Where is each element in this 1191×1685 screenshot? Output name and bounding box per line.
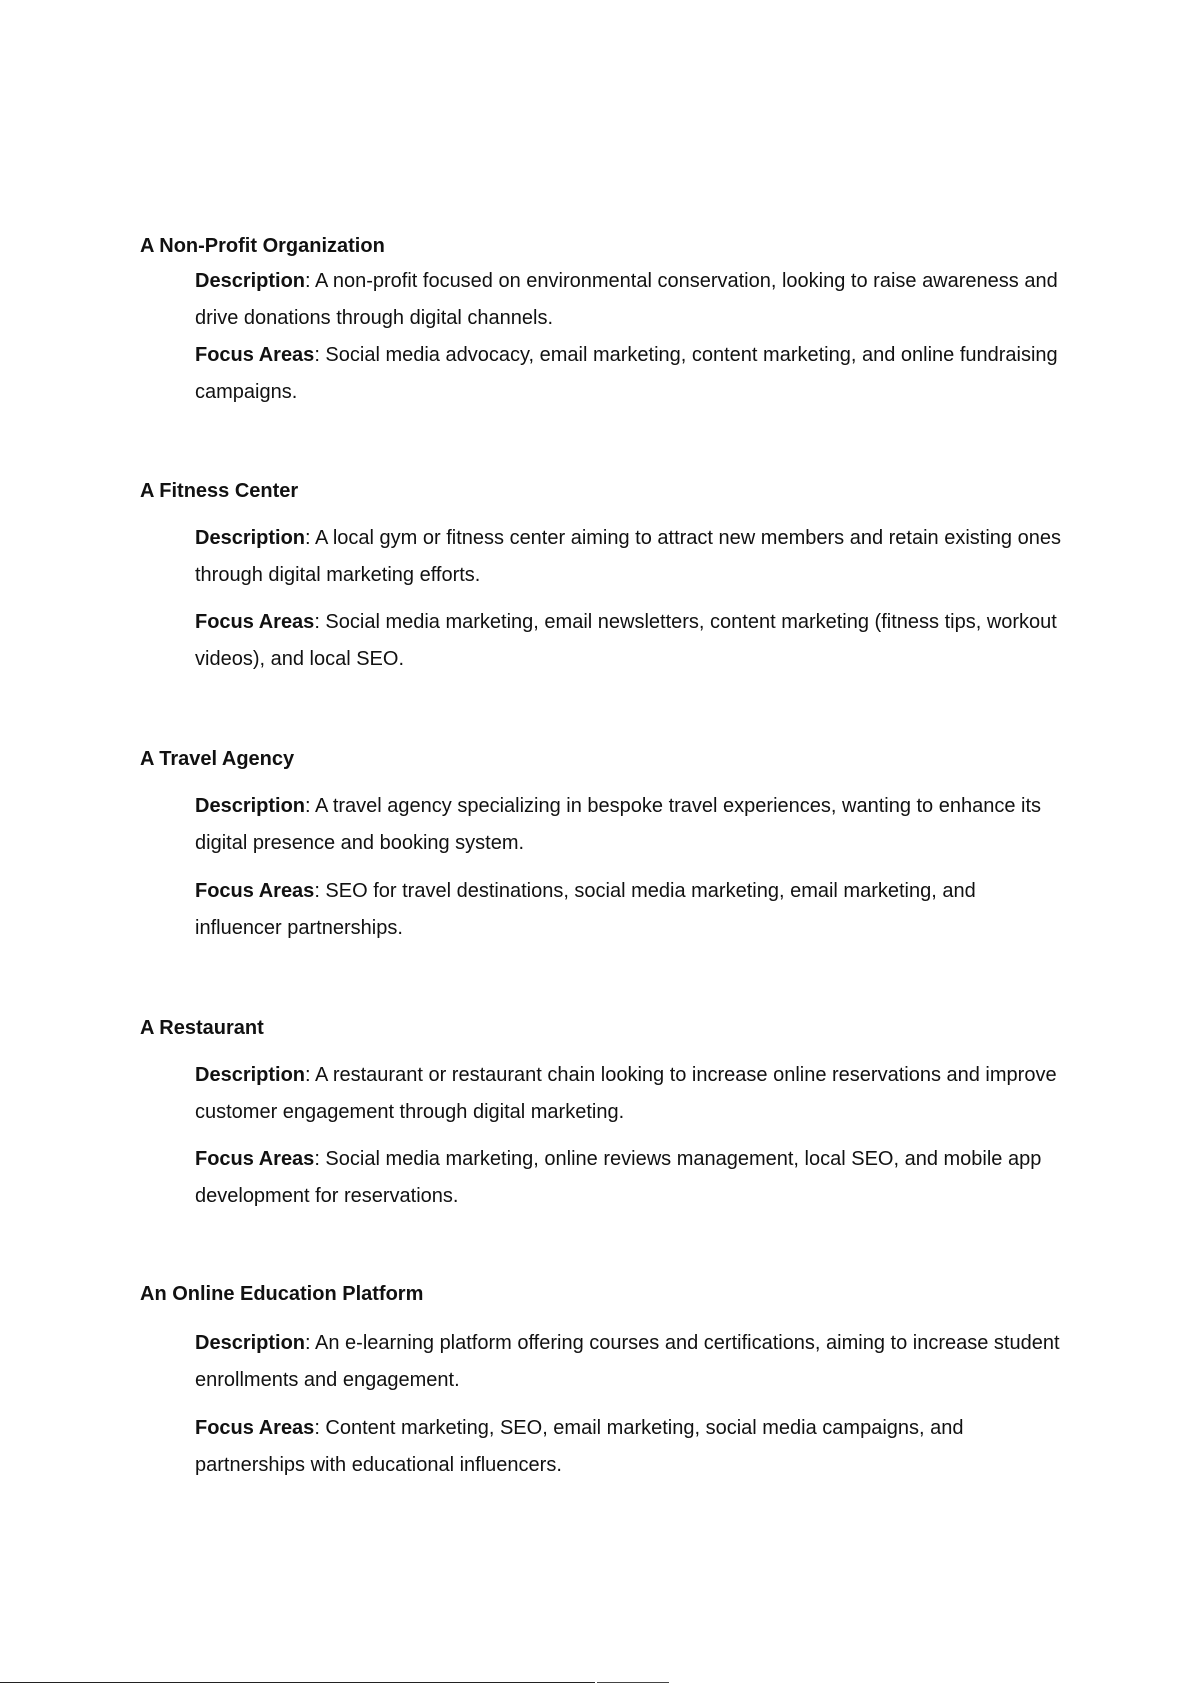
section-heading: A Non-Profit Organization [140, 235, 385, 257]
focus-label: Focus Areas [195, 344, 315, 366]
section-heading: A Fitness Center [140, 480, 299, 502]
section-focus-areas [195, 337, 1065, 411]
section-description [195, 263, 1065, 337]
description-text: : A non-profit focused on environmental conservation, looking to raise awareness and drive donations through digital channels. [195, 270, 1058, 329]
focus-label: Focus Areas [195, 1417, 315, 1439]
section-heading: An Online Education Platform [140, 1283, 424, 1305]
focus-text: : Social media marketing, email newsletters, content marketing (fitness tips, workout videos), and local SEO. [195, 611, 1057, 670]
description-text: : A restaurant or restaurant chain looking to increase online reservations and improve customer engagement through digital marketing. [195, 1064, 1057, 1123]
footer-rule [0, 1682, 595, 1683]
description-text: : A travel agency specializing in bespoke travel experiences, wanting to enhance its digital presence and booking system. [195, 795, 1042, 854]
description-label: Description [195, 527, 306, 549]
section-focus-areas [195, 873, 1065, 947]
description-label: Description [195, 795, 306, 817]
description-label: Description [195, 270, 306, 292]
focus-text: : Social media marketing, online reviews management, local SEO, and mobile app development for reservations. [195, 1148, 1042, 1207]
focus-text: : Content marketing, SEO, email marketing, social media campaigns, and partnerships with educational influencers. [195, 1417, 964, 1476]
section-focus-areas [195, 604, 1065, 678]
section-description [195, 1325, 1065, 1399]
footer-rule-segment [597, 1682, 669, 1683]
focus-text: : SEO for travel destinations, social media marketing, email marketing, and influencer partnerships. [195, 880, 976, 939]
section-focus-areas [195, 1410, 1065, 1484]
focus-text: : Social media advocacy, email marketing, content marketing, and online fundraising campaigns. [195, 344, 1058, 403]
focus-label: Focus Areas [195, 880, 315, 902]
focus-label: Focus Areas [195, 1148, 315, 1170]
description-label: Description [195, 1332, 306, 1354]
section-description [195, 520, 1065, 594]
section-heading: A Restaurant [140, 1017, 264, 1039]
description-label: Description [195, 1064, 306, 1086]
section-focus-areas [195, 1141, 1065, 1215]
section-description [195, 1057, 1065, 1131]
section-heading: A Travel Agency [140, 748, 295, 770]
focus-label: Focus Areas [195, 611, 315, 633]
description-text: : A local gym or fitness center aiming to attract new members and retain existing ones through digital marketing efforts. [195, 527, 1061, 586]
description-text: : An e-learning platform offering courses and certifications, aiming to increase student enrollments and engagement. [195, 1332, 1060, 1391]
section-description [195, 788, 1065, 862]
